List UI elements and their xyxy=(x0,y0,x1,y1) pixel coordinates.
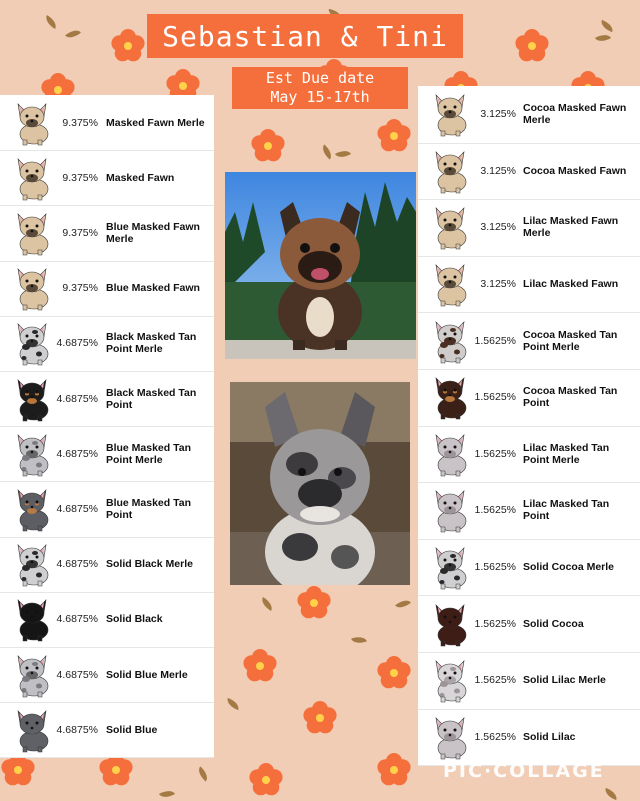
color-list-item xyxy=(0,481,214,537)
color-list-item xyxy=(418,709,640,767)
color-name: Black Masked Tan Point xyxy=(106,386,197,411)
left-color-list xyxy=(0,95,214,757)
color-list-item xyxy=(418,539,640,597)
leaf-icon xyxy=(335,147,351,161)
color-list-item xyxy=(418,652,640,710)
color-percentage: 1.5625% xyxy=(474,561,516,574)
color-name: Cocoa Masked Tan Point Merle xyxy=(523,328,618,353)
color-list-item xyxy=(418,426,640,484)
leaf-icon xyxy=(65,26,81,41)
color-list-item xyxy=(0,316,214,372)
color-percentage: 9.375% xyxy=(62,171,98,184)
color-list-item xyxy=(0,592,214,648)
color-name: Solid Cocoa Merle xyxy=(523,561,615,574)
color-name: Cocoa Masked Fawn Merle xyxy=(523,102,627,127)
color-name: Blue Masked Tan Point xyxy=(106,496,191,521)
leaf-icon xyxy=(599,20,615,32)
color-name: Cocoa Masked Fawn xyxy=(523,164,627,177)
color-percentage: 3.125% xyxy=(480,164,516,177)
flower-icon xyxy=(514,28,550,64)
color-percentage: 4.6875% xyxy=(56,502,98,515)
color-name: Blue Masked Fawn xyxy=(106,282,200,295)
color-name: Black Masked Tan Point Merle xyxy=(106,331,197,356)
color-percentage: 9.375% xyxy=(62,226,98,239)
flower-icon xyxy=(376,118,412,154)
due-date-label: Est Due date xyxy=(265,69,375,87)
leaf-icon xyxy=(319,144,335,159)
color-list-item xyxy=(0,426,214,482)
color-percentage: 4.6875% xyxy=(56,613,98,626)
color-percentage: 4.6875% xyxy=(56,668,98,681)
color-name: Solid Lilac Merle xyxy=(523,674,606,687)
color-percentage: 3.125% xyxy=(480,221,516,234)
flower-icon xyxy=(250,128,286,164)
leaf-icon xyxy=(351,634,367,646)
color-percentage: 1.5625% xyxy=(474,447,516,460)
leaf-icon xyxy=(225,698,241,710)
color-name: Lilac Masked Fawn Merle xyxy=(523,215,619,240)
color-list-item xyxy=(418,312,640,370)
color-percentage: 4.6875% xyxy=(56,558,98,571)
watermark: PIC·COLLAGE xyxy=(443,760,605,782)
color-percentage: 4.6875% xyxy=(56,723,98,736)
color-list-item xyxy=(418,199,640,257)
sire-photo xyxy=(225,172,416,359)
color-list-item xyxy=(0,647,214,703)
flower-icon xyxy=(110,28,146,64)
color-list-item xyxy=(418,595,640,653)
leaf-icon xyxy=(43,15,59,29)
leaf-icon xyxy=(195,766,211,781)
color-percentage: 1.5625% xyxy=(474,730,516,743)
color-list-item xyxy=(0,205,214,261)
color-name: Lilac Masked Fawn xyxy=(523,278,619,291)
color-percentage: 3.125% xyxy=(480,108,516,121)
leaf-icon xyxy=(395,596,411,611)
color-percentage: 9.375% xyxy=(62,282,98,295)
color-percentage: 1.5625% xyxy=(474,504,516,517)
color-percentage: 1.5625% xyxy=(474,674,516,687)
color-name: Cocoa Masked Tan Point xyxy=(523,385,618,410)
color-list-item xyxy=(0,702,214,758)
color-name: Solid Blue xyxy=(106,723,158,736)
color-list-item xyxy=(0,261,214,317)
flower-icon xyxy=(376,752,412,788)
color-list-item xyxy=(0,150,214,206)
color-name: Solid Lilac xyxy=(523,730,576,743)
flower-icon xyxy=(376,655,412,691)
dam-photo xyxy=(230,382,410,585)
leaf-icon xyxy=(603,788,619,800)
leaf-icon xyxy=(259,597,275,611)
color-list-item xyxy=(0,371,214,427)
color-percentage: 1.5625% xyxy=(474,391,516,404)
color-list-item xyxy=(418,86,640,144)
color-percentage: 1.5625% xyxy=(474,617,516,630)
color-percentage: 3.125% xyxy=(480,278,516,291)
color-name: Masked Fawn xyxy=(106,171,175,184)
flower-icon xyxy=(248,762,284,798)
color-list-item xyxy=(418,369,640,427)
color-percentage: 1.5625% xyxy=(474,334,516,347)
color-list-item xyxy=(418,256,640,314)
page-title: Sebastian & Tini xyxy=(147,14,463,58)
color-name: Blue Masked Tan Point Merle xyxy=(106,441,191,466)
color-name: Blue Masked Fawn Merle xyxy=(106,220,200,245)
color-name: Lilac Masked Tan Point xyxy=(523,498,610,523)
color-percentage: 9.375% xyxy=(62,116,98,129)
right-color-list xyxy=(418,86,640,766)
color-percentage: 4.6875% xyxy=(56,337,98,350)
due-date-value: May 15-17th xyxy=(270,88,370,106)
color-name: Solid Black xyxy=(106,613,163,626)
color-list-item xyxy=(0,95,214,151)
color-name: Solid Cocoa xyxy=(523,617,584,630)
flower-icon xyxy=(302,700,338,736)
flower-icon xyxy=(242,648,278,684)
leaf-icon xyxy=(595,31,611,45)
color-name: Masked Fawn Merle xyxy=(106,116,205,129)
color-name: Lilac Masked Tan Point Merle xyxy=(523,441,610,466)
color-list-item xyxy=(418,482,640,540)
flower-icon xyxy=(296,585,332,621)
color-percentage: 4.6875% xyxy=(56,447,98,460)
color-list-item xyxy=(0,537,214,593)
leaf-icon xyxy=(159,787,175,801)
color-name: Solid Blue Merle xyxy=(106,668,188,681)
due-date-banner xyxy=(232,67,408,109)
color-name: Solid Black Merle xyxy=(106,558,193,571)
color-percentage: 4.6875% xyxy=(56,392,98,405)
color-list-item xyxy=(418,143,640,201)
